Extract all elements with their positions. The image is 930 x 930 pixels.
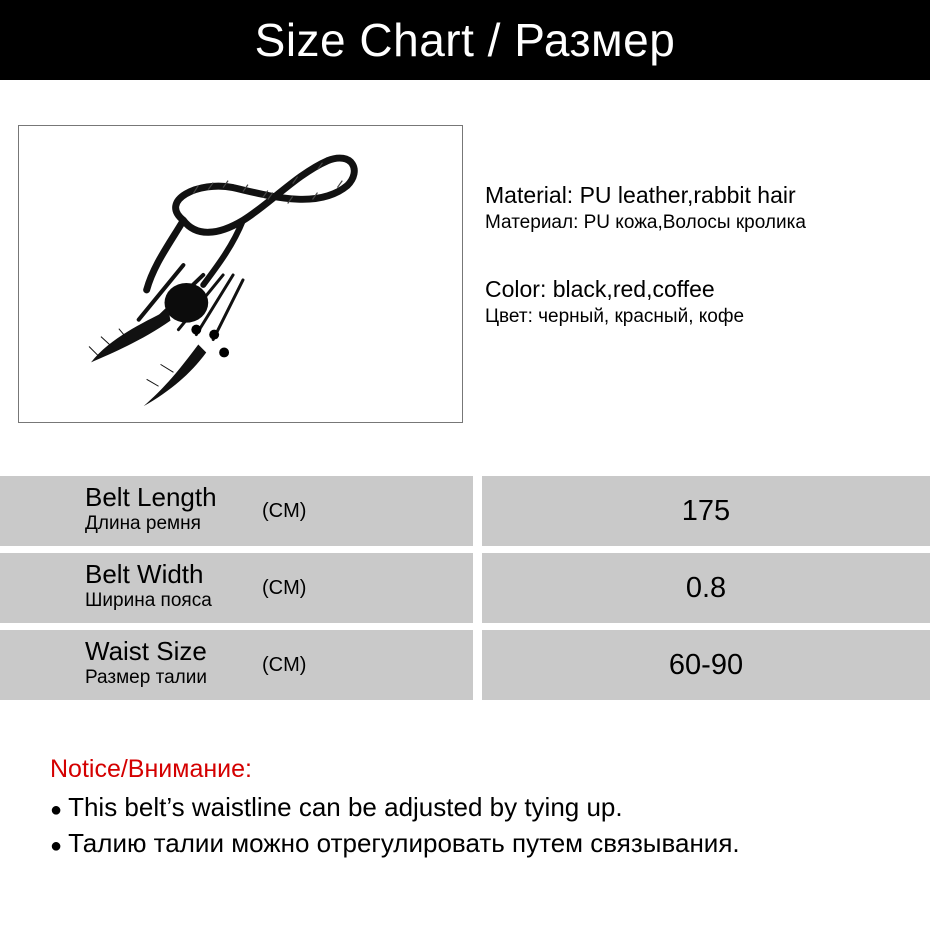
bullet-icon: ● <box>50 835 63 857</box>
row-unit: (CM) <box>262 654 307 676</box>
material-spec <box>485 182 806 234</box>
row-unit: (CM) <box>262 500 307 522</box>
row-label-cell <box>0 476 473 546</box>
product-photo <box>18 125 463 423</box>
notice-item <box>50 792 623 823</box>
color-ru: Цвет: черный, красный, кофе <box>485 306 745 327</box>
page-title: Size Chart / Размер <box>254 14 676 66</box>
notice-text: This belt’s waistline can be adjusted by tying up. <box>68 792 623 822</box>
row-label-ru: Ширина пояса <box>85 590 212 611</box>
belt-image <box>19 126 462 422</box>
table-row-belt-length <box>0 476 930 546</box>
material-ru: Материал: PU кожа,Волосы кролика <box>485 212 806 233</box>
notice-item <box>50 828 740 859</box>
color-en: Color: black,red,coffee <box>485 276 715 302</box>
row-label-en: Waist Size <box>85 636 207 666</box>
table-row-waist-size <box>0 630 930 700</box>
bullet-icon: ● <box>50 799 63 821</box>
row-label-ru: Длина ремня <box>85 513 201 534</box>
notice-text: Талию талии можно отрегулировать путем связывания. <box>68 828 740 858</box>
row-label-cell <box>0 630 473 700</box>
row-unit: (CM) <box>262 577 307 599</box>
row-label-cell <box>0 553 473 623</box>
row-label-en: Belt Width <box>85 559 204 589</box>
color-spec <box>485 276 744 328</box>
row-value: 175 <box>482 476 930 546</box>
row-label-en: Belt Length <box>85 482 217 512</box>
row-label-ru: Размер талии <box>85 667 207 688</box>
row-value: 0.8 <box>482 553 930 623</box>
table-row-belt-width <box>0 553 930 623</box>
material-en: Material: PU leather,rabbit hair <box>485 182 796 208</box>
row-value: 60-90 <box>482 630 930 700</box>
notice-title: Notice/Внимание: <box>50 755 252 783</box>
page-header <box>0 0 930 80</box>
